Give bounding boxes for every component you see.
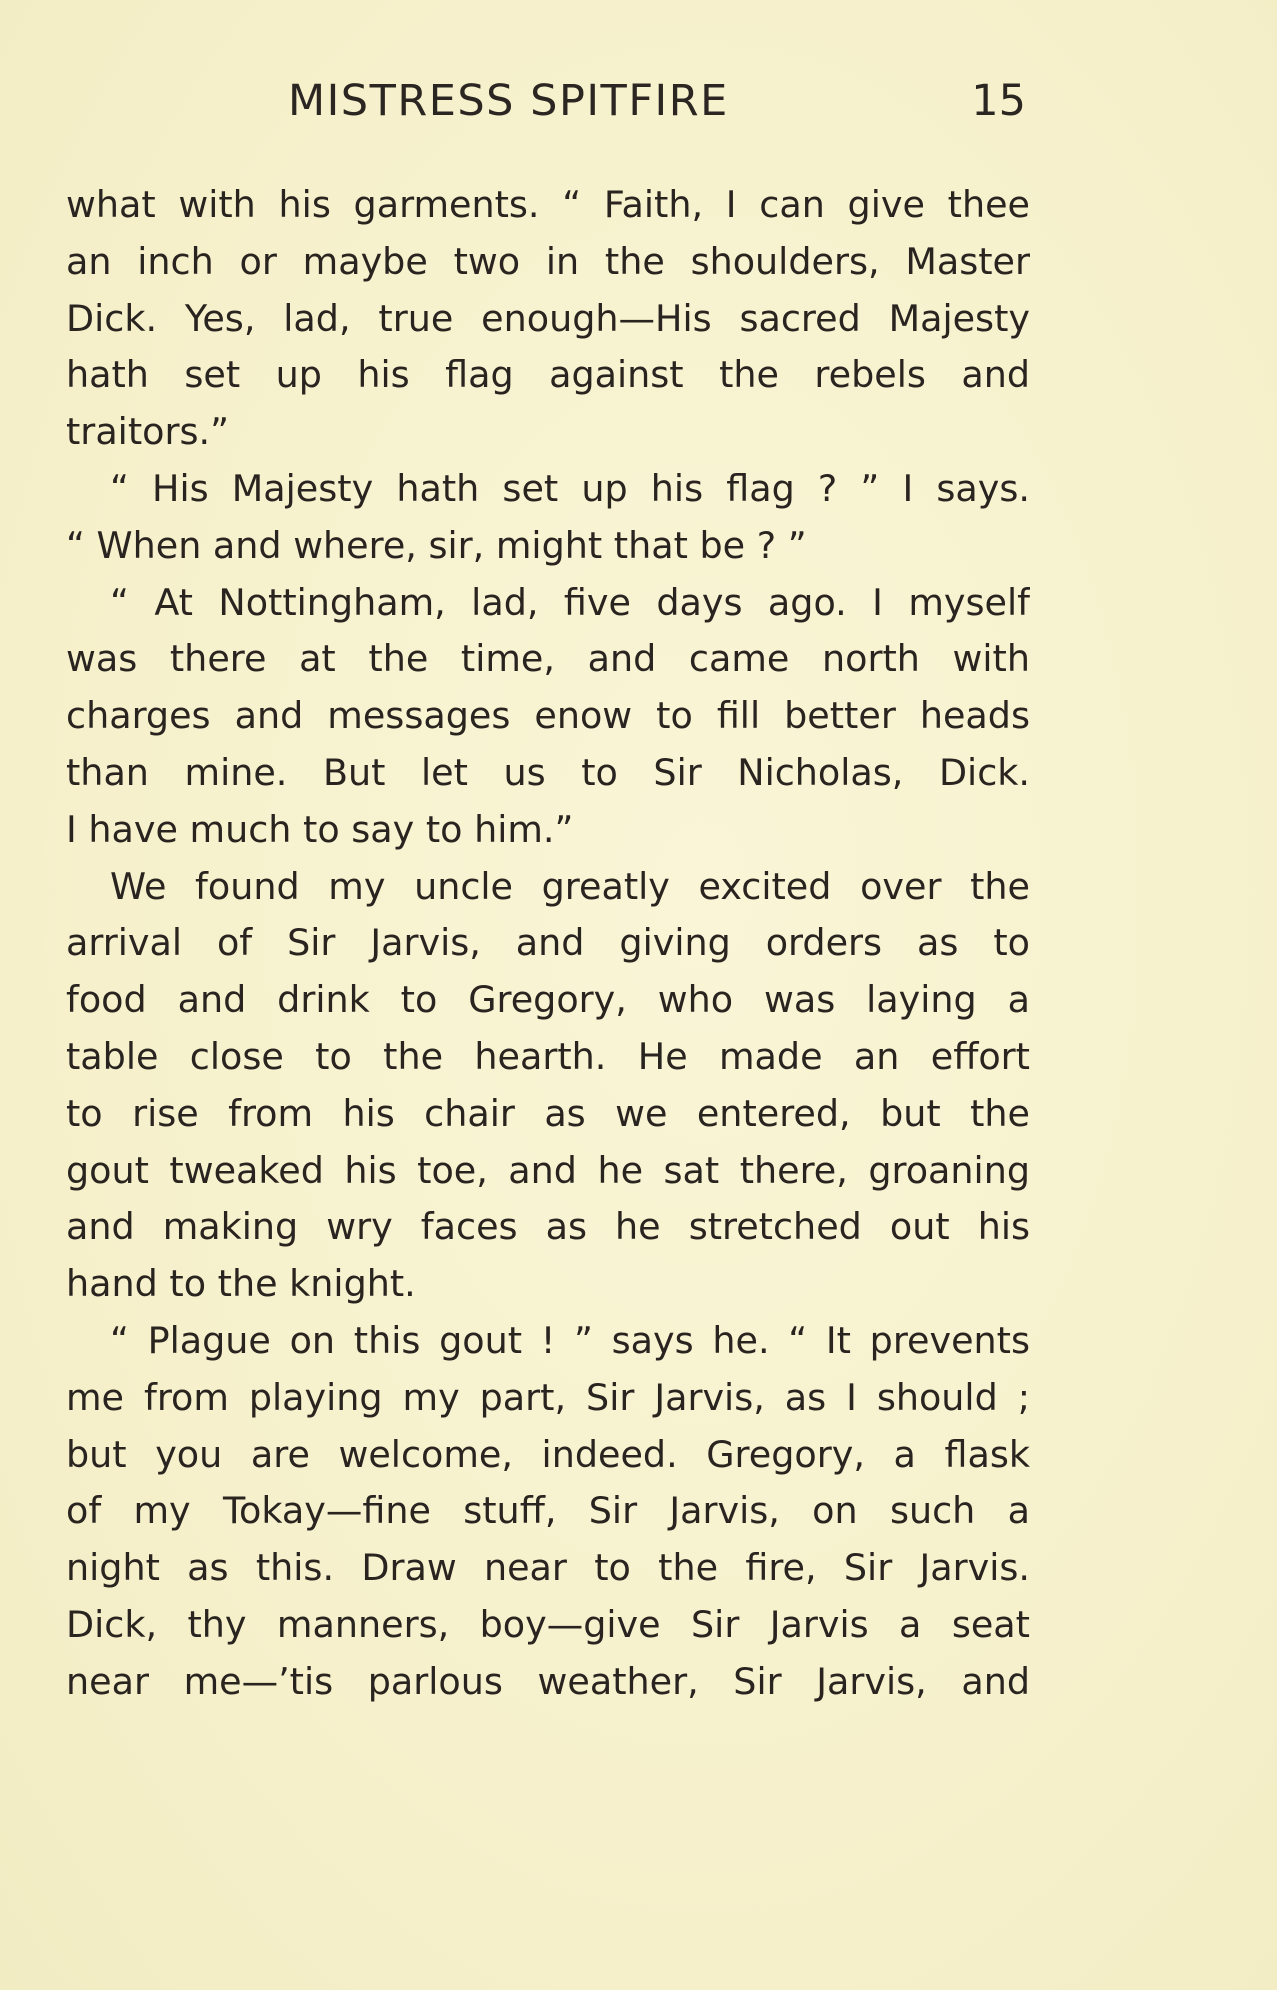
text-line: I have much to say to him.” <box>66 807 574 851</box>
text-line: was there at the time, and came north with <box>66 637 1030 681</box>
page-number: 15 <box>971 76 1026 126</box>
text-line: gout tweaked his toe, and he sat there, groaning <box>66 1148 1030 1192</box>
text-line: arrival of Sir Jarvis, and giving orders as to <box>66 921 1030 965</box>
text-line: food and drink to Gregory, who was laying a <box>66 978 1030 1022</box>
text-line: of my Tokay—fine stuff, Sir Jarvis, on such a <box>66 1489 1030 1533</box>
text-line: hath set up his flag against the rebels and <box>66 353 1030 397</box>
text-line: “ His Majesty hath set up his flag ? ” I says. <box>110 466 1030 510</box>
text-line: “ At Nottingham, lad, five days ago. I myself <box>110 580 1030 624</box>
text-line: hand to the knight. <box>66 1262 416 1306</box>
text-line: me from playing my part, Sir Jarvis, as I should ; <box>66 1375 1030 1419</box>
text-line: Dick. Yes, lad, true enough—His sacred Majesty <box>66 296 1030 340</box>
text-line: “ Plague on this gout ! ” says he. “ It prevents <box>110 1318 1030 1362</box>
text-line: an inch or maybe two in the shoulders, Master <box>66 239 1030 283</box>
text-line: night as this. Draw near to the fire, Sir Jarvis. <box>66 1546 1030 1590</box>
text-line: “ When and where, sir, might that be ? ” <box>66 523 807 567</box>
text-line: We found my uncle greatly excited over the <box>110 864 1030 908</box>
body-text <box>66 177 1030 1711</box>
running-title: MISTRESS SPITFIRE <box>288 76 729 126</box>
text-line: Dick, thy manners, boy—give Sir Jarvis a seat <box>66 1602 1030 1646</box>
text-line: but you are welcome, indeed. Gregory, a flask <box>66 1432 1030 1476</box>
text-line: to rise from his chair as we entered, but the <box>66 1091 1030 1135</box>
text-line: traitors.” <box>66 410 230 454</box>
page-header <box>66 76 1026 136</box>
text-line: what with his garments. “ Faith, I can give thee <box>66 183 1030 226</box>
text-line: table close to the hearth. He made an effort <box>66 1034 1030 1078</box>
text-line: charges and messages enow to fill better heads <box>66 694 1030 738</box>
text-line: and making wry faces as he stretched out his <box>66 1205 1030 1249</box>
text-line: than mine. But let us to Sir Nicholas, Dick. <box>66 750 1030 794</box>
text-line: near me—’tis parlous weather, Sir Jarvis, and <box>66 1659 1030 1703</box>
